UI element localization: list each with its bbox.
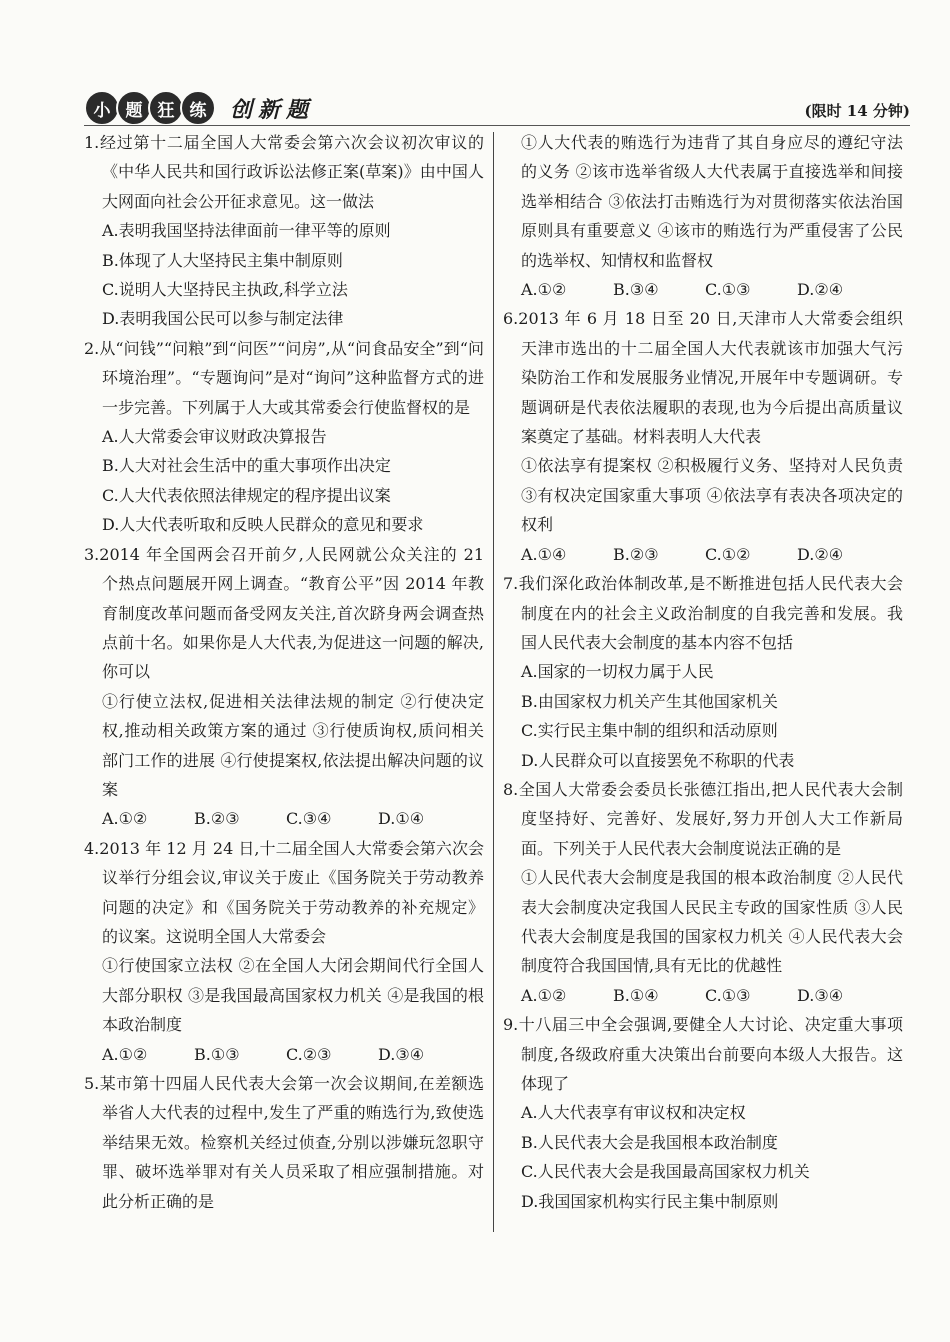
option-b: B.人民代表大会是我国根本政治制度 — [521, 1132, 778, 1152]
answer-d: D.②④ — [797, 544, 844, 564]
question-5-continued — [503, 128, 903, 304]
answer-a: A.①② — [521, 985, 567, 1005]
time-limit: (限时 14 分钟) — [804, 102, 910, 120]
option-c: C.实行民主集中制的组织和活动原则 — [521, 721, 778, 741]
option-a: A.国家的一切权力属于人民 — [521, 662, 714, 682]
question-stem: 7.我们深化政治体制改革,是不断推进包括人民代表大会制度在内的社会主义政治制度的自我完善和发展。我国人民代表大会制度的基本内容不包括 — [503, 574, 903, 652]
option-d: D.表明我国公民可以参与制定法律 — [102, 309, 344, 329]
answer-b: B.①④ — [613, 985, 659, 1005]
option-d: D.我国国家机构实行民主集中制原则 — [521, 1191, 779, 1211]
question-1 — [84, 128, 484, 334]
question-7 — [503, 569, 903, 775]
answer-a: A.①② — [102, 1044, 148, 1064]
question-6 — [503, 304, 903, 569]
header-badge: 练 — [180, 90, 216, 126]
option-c: C.人民代表大会是我国最高国家权力机关 — [521, 1162, 810, 1182]
answer-a: A.①④ — [521, 544, 567, 564]
header-badge: 小 — [84, 90, 120, 126]
option-a: A.人大代表享有审议权和决定权 — [521, 1103, 746, 1123]
option-b: B.由国家权力机关产生其他国家机关 — [521, 691, 778, 711]
column-divider — [493, 132, 494, 1232]
question-8 — [503, 775, 903, 1010]
option-c: C.说明人大坚持民主执政,科学立法 — [102, 280, 348, 300]
worksheet-header — [84, 86, 910, 126]
statement-list: ①行使国家立法权 ②在全国人大闭会期间代行全国人大部分职权 ③是我国最高国家权力机关 ④是我国的根本政治制度 — [102, 956, 484, 1035]
option-c: C.人大代表依照法律规定的程序提出议案 — [102, 485, 391, 505]
answer-d: D.①④ — [378, 809, 425, 829]
question-stem: 1.经过第十二届全国人大常委会第六次会议初次审议的《中华人民共和国行政诉讼法修正案(草案)》由中国人大网面向社会公开征求意见。这一做法 — [84, 133, 484, 211]
answer-a: A.①② — [521, 280, 567, 300]
header-badge: 题 — [116, 90, 152, 126]
option-a: A.人大常委会审议财政决算报告 — [102, 427, 327, 447]
statement-list: ①行使立法权,促进相关法律法规的制定 ②行使决定权,推动相关政策方案的通过 ③行使质询权,质问相关部门工作的进展 ④行使提案权,依法提出解决问题的议案 — [102, 691, 484, 799]
question-stem: 2.从“问钱”“问粮”到“问医”“问房”,从“问食品安全”到“问环境治理”。“专题询问”是对“询问”这种监督方式的进一步完善。下列属于人大或其常委会行使监督权的是 — [84, 338, 484, 417]
question-9 — [503, 1010, 903, 1216]
answer-b: B.③④ — [613, 280, 659, 300]
header-badge: 狂 — [148, 90, 184, 126]
question-5 — [84, 1069, 484, 1216]
answer-choices — [84, 804, 484, 833]
question-4 — [84, 834, 484, 1069]
header-rule — [84, 125, 910, 126]
answer-choices — [503, 540, 903, 569]
option-b: B.体现了人大坚持民主集中制原则 — [102, 250, 343, 270]
answer-c: C.①③ — [705, 985, 751, 1005]
answer-d: D.③④ — [378, 1044, 425, 1064]
answer-choices — [503, 981, 903, 1010]
answer-d: D.③④ — [797, 985, 844, 1005]
answer-a: A.①② — [102, 809, 148, 829]
answer-c: C.①③ — [705, 280, 751, 300]
answer-b: B.①③ — [194, 1044, 240, 1064]
statement-list: ①人民代表大会制度是我国的根本政治制度 ②人民代表大会制度决定我国人民民主专政的国家性质 ③人民代表大会制度是我国的国家权力机关 ④人民代表大会制度符合我国国情,具有无比的优越性 — [521, 868, 903, 976]
statement-list: ①人大代表的贿选行为违背了其自身应尽的遵纪守法的义务 ②该市选举省级人大代表属于直接选举和间接选举相结合 ③依法打击贿选行为对贯彻落实依法治国原则具有重要意义 ④该市的贿选行为严重侵害了公民的选举权、知情权和监督权 — [521, 133, 903, 270]
statement-list: ①依法享有提案权 ②积极履行义务、坚持对人民负责 ③有权决定国家重大事项 ④依法享有表决各项决定的权利 — [521, 456, 903, 535]
question-2 — [84, 334, 484, 540]
answer-c: C.②③ — [286, 1044, 332, 1064]
answer-b: B.②③ — [613, 544, 659, 564]
question-stem: 8.全国人大常委会委员长张德江指出,把人民代表大会制度坚持好、完善好、发展好,努力开创人大工作新局面。下列关于人民代表大会制度说法正确的是 — [503, 779, 903, 858]
answer-c: C.①② — [705, 544, 751, 564]
answer-b: B.②③ — [194, 809, 240, 829]
question-stem: 5.某市第十四届人民代表大会第一次会议期间,在差额选举省人大代表的过程中,发生了严重的贿选行为,致使选举结果无效。检察机关经过侦查,分别以涉嫌玩忽职守罪、破坏选举罪对有关人员采取了相应强制措施。对此分析正确的是 — [84, 1074, 484, 1211]
section-title: 创新题 — [230, 96, 315, 123]
option-d: D.人大代表听取和反映人民群众的意见和要求 — [102, 515, 424, 535]
answer-d: D.②④ — [797, 280, 844, 300]
left-column — [84, 128, 484, 1216]
answer-choices — [503, 275, 903, 304]
question-3 — [84, 540, 484, 834]
question-stem: 9.十八届三中全会强调,要健全人大讨论、决定重大事项制度,各级政府重大决策出台前要向本级人大报告。这体现了 — [503, 1015, 903, 1093]
question-stem: 6.2013 年 6 月 18 日至 20 日,天津市人大常委会组织天津市选出的十二届全国人大代表就该市加强大气污染防治工作和发展服务业情况,开展年中专题调研。专题调研是代表依法履职的表现,也为今后提出高质量议案奠定了基础。材料表明人大代表 — [503, 309, 903, 447]
answer-choices — [84, 1040, 484, 1069]
option-a: A.表明我国坚持法律面前一律平等的原则 — [102, 221, 391, 241]
right-column — [503, 128, 903, 1216]
option-d: D.人民群众可以直接罢免不称职的代表 — [521, 750, 795, 770]
header-badge-row — [84, 90, 314, 126]
answer-c: C.③④ — [286, 809, 332, 829]
question-stem: 4.2013 年 12 月 24 日,十二届全国人大常委会第六次会议举行分组会议,审议关于废止《国务院关于劳动教养问题的决定》和《国务院关于劳动教养的补充规定》的议案。这说明全国人大常委会 — [84, 838, 484, 946]
option-b: B.人大对社会生活中的重大事项作出决定 — [102, 456, 391, 476]
question-stem: 3.2014 年全国两会召开前夕,人民网就公众关注的 21 个热点问题展开网上调查。“教育公平”因 2014 年教育制度改革问题而备受网友关注,首次跻身两会调查热点前十名。如果你是人大代表,为促进这一问题的解决,你可以 — [84, 544, 484, 682]
